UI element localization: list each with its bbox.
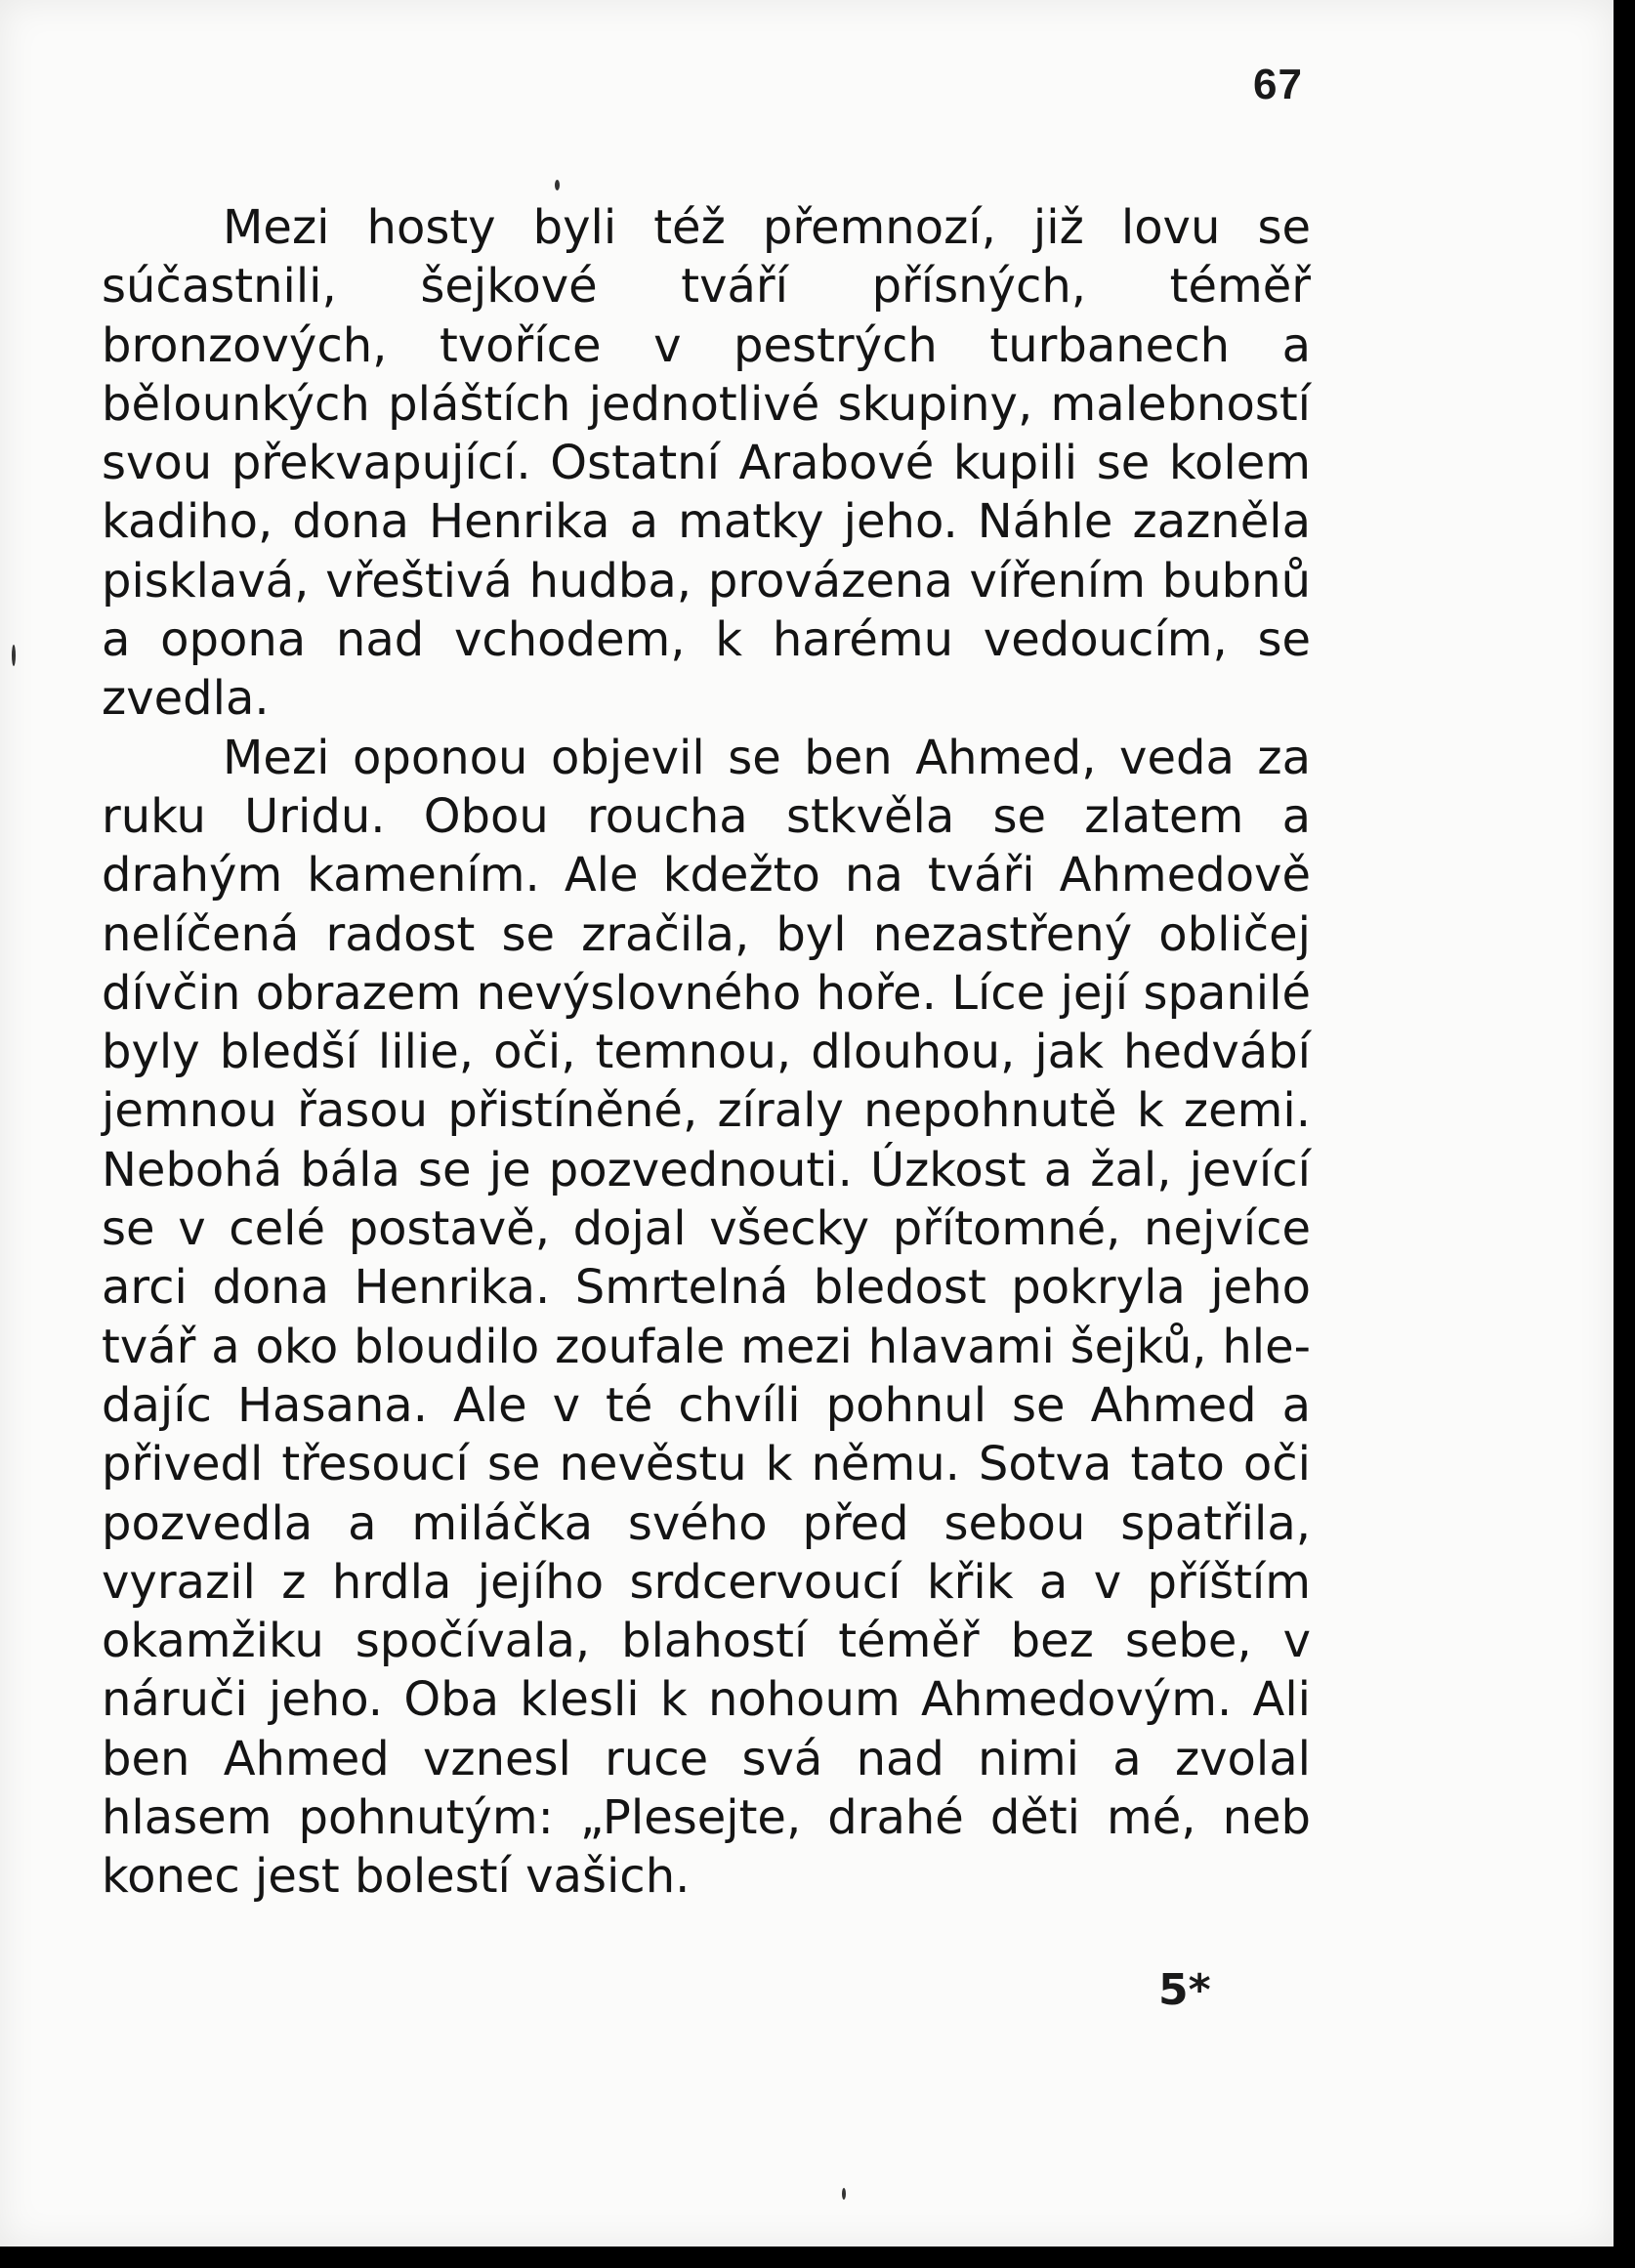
body-text xyxy=(102,198,1311,1907)
paragraph: Mezi oponou objevil se ben Ahmed, veda za ruku Uridu. Obou roucha stkvěla se zlatem a drahým kamením. Ale kdežto na tváři Ahmedově nelíčená radost se zračila, byl nezastřený obličej dívčin obrazem nevýslovného hoře. Líce její spanilé byly bledší lilie, oči, temnou, dlouhou, jak hedvábí jemnou řasou přistíněné, zíraly nepohnutě k zemi. Nebohá bála se je pozvednouti. Úzkost a žal, jevící se v celé postavě, dojal všecky přítomné, nejvíce arci dona Henrika. Smrtelná bledost pokryla jeho tvář a oko bloudilo zoufale mezi hlavami šejků, hledajíc Hasana. Ale v té chvíli pohnul se Ahmed a přivedl třesoucí se nevěstu k němu. Sotva tato oči pozvedla a miláčka svého před sebou spatřila, vyrazil z hrdla jejího srdcervoucí křik a v příštím okamžiku spočívala, blahostí téměř bez sebe, v náruči jeho. Oba klesli k nohoum Ahmedovým. Ali ben Ahmed vznesl ruce svá nad nimi a zvolal hlasem pohnutým: „Plesejte, drahé děti mé, neb konec jest bolestí vašich. xyxy=(102,730,1311,1905)
paragraph: Mezi hosty byli též přemnozí, již lovu se súčastnili, šejkové tváří přísných, téměř bronzových, tvoříce v pestrých turbanech a bělounkých pláštích jednotlivé skupiny, malebností svou překvapující. Ostatní Arabové kupili se kolem kadiho, dona Henrika a matky jeho. Náhle zazněla pisklavá, vřeštivá hudba, provázena vířením bubnů a opona nad vchodem, k harému vedoucím, se zvedla. xyxy=(102,200,1311,727)
signature-mark: 5* xyxy=(1158,1965,1211,2015)
print-speck xyxy=(555,180,560,190)
page-number: 67 xyxy=(1253,61,1303,108)
print-speck xyxy=(12,645,16,666)
print-speck xyxy=(842,2188,846,2200)
